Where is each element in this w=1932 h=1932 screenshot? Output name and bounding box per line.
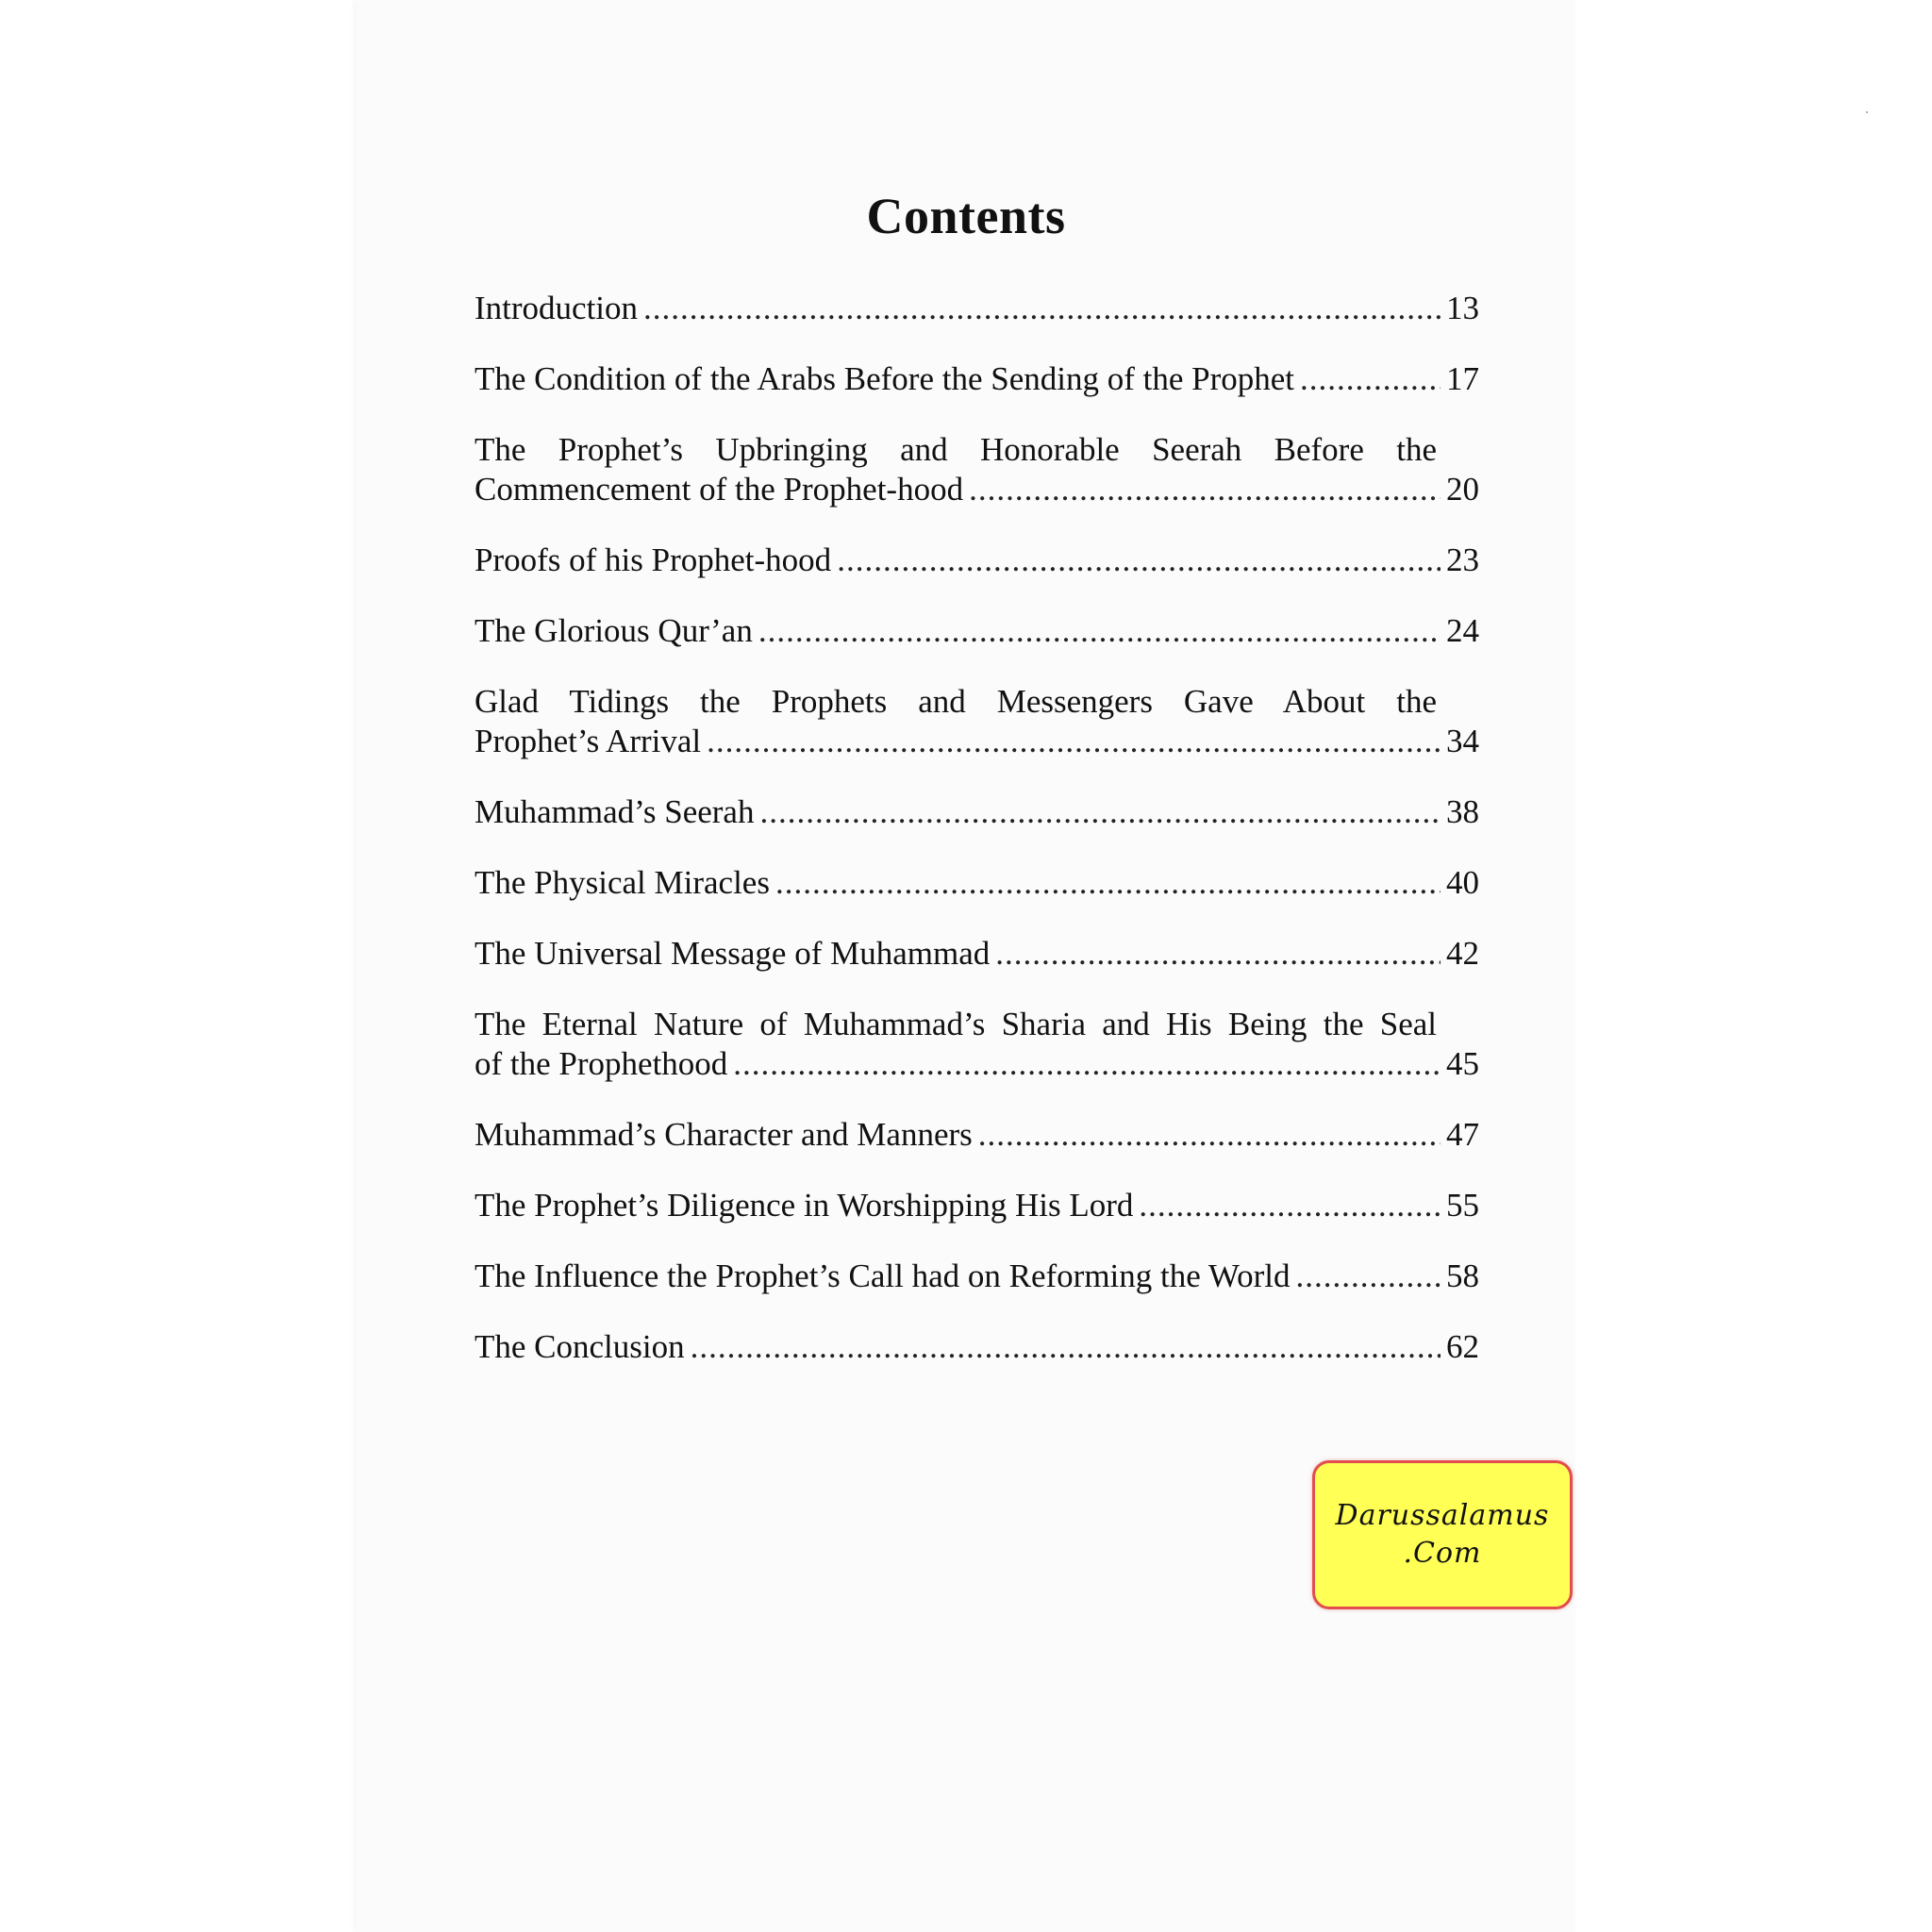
toc-page-number: 58: [1446, 1257, 1479, 1294]
toc-entry: [475, 934, 1479, 974]
toc-leader-dots: [759, 792, 1441, 832]
toc-entry-title: Muhammad’s Seerah: [475, 793, 755, 830]
toc-page-number: 20: [1446, 471, 1479, 508]
toc-leader-dots: [707, 722, 1441, 761]
toc-entry: [475, 541, 1479, 580]
toc-entry: [475, 682, 1479, 761]
toc-entry-title: The Universal Message of Muhammad: [475, 935, 991, 972]
toc-leader-dots: [995, 934, 1441, 974]
book-page: [357, 0, 1575, 1932]
toc-entry-title-line1: The Eternal Nature of Muhammad’s Sharia and His Being the Seal: [475, 1006, 1437, 1042]
watermark-line-1: Darussalamus: [1335, 1499, 1550, 1532]
toc-leader-dots: [969, 470, 1441, 509]
toc-entry-title: The Influence the Prophet’s Call had on Reforming the World: [475, 1257, 1291, 1294]
toc-entry: [475, 1257, 1479, 1296]
paper-speck: [1866, 111, 1868, 113]
toc-leader-dots: [643, 289, 1441, 328]
toc-page-number: 45: [1446, 1045, 1479, 1082]
toc-entry: [475, 611, 1479, 651]
toc-page-number: 34: [1446, 723, 1479, 759]
toc-page-number: 38: [1446, 793, 1479, 830]
page-title: Contents: [866, 188, 1066, 244]
toc-page-number: 62: [1446, 1328, 1479, 1365]
toc-entry: [475, 863, 1479, 903]
watermark-line-2: .Com: [1403, 1537, 1482, 1570]
toc-entry: [475, 792, 1479, 832]
toc-entry-title: Introduction: [475, 290, 639, 326]
toc-entry: [475, 289, 1479, 328]
toc-leader-dots: [1300, 359, 1441, 399]
toc-leader-dots: [1296, 1257, 1441, 1296]
toc-leader-dots: [837, 541, 1441, 580]
toc-entry-title: The Physical Miracles: [475, 864, 770, 901]
toc-entry: [475, 1186, 1479, 1225]
toc-page-number: 17: [1446, 360, 1479, 397]
toc-page-number: 40: [1446, 864, 1479, 901]
toc-page-number: 55: [1446, 1187, 1479, 1224]
toc-leader-dots: [978, 1115, 1441, 1155]
toc-entry-title: The Prophet’s Diligence in Worshipping His Lord: [475, 1187, 1134, 1224]
toc-page-number: 47: [1446, 1116, 1479, 1153]
toc-entry-title: The Conclusion: [475, 1328, 685, 1365]
toc-entry-title-line1: The Prophet’s Upbringing and Honorable Seerah Before the: [475, 431, 1437, 468]
toc-leader-dots: [1139, 1186, 1441, 1225]
toc-page-number: 42: [1446, 935, 1479, 972]
toc-entry-title-line1: Glad Tidings the Prophets and Messengers Gave About the: [475, 683, 1437, 720]
toc-entry-title: Muhammad’s Character and Manners: [475, 1116, 973, 1153]
toc-page-number: 24: [1446, 612, 1479, 649]
toc-leader-dots: [775, 863, 1441, 903]
toc-entry-title: The Condition of the Arabs Before the Sending of the Prophet: [475, 360, 1295, 397]
toc-entry: [475, 1327, 1479, 1367]
toc-entry-title: The Glorious Qur’an: [475, 612, 753, 649]
toc-entry-title: Prophet’s Arrival: [475, 723, 702, 759]
toc-leader-dots: [758, 611, 1441, 651]
toc-page-number: 13: [1446, 290, 1479, 326]
toc-entry-title: Commencement of the Prophet-hood: [475, 471, 964, 508]
table-of-contents: [475, 289, 1479, 1398]
toc-entry: [475, 359, 1479, 399]
toc-leader-dots: [691, 1327, 1441, 1367]
toc-page-number: 23: [1446, 541, 1479, 578]
toc-entry-title: of the Prophethood: [475, 1045, 728, 1082]
toc-entry: [475, 1005, 1479, 1084]
toc-entry-title: Proofs of his Prophet-hood: [475, 541, 832, 578]
toc-entry: [475, 430, 1479, 509]
watermark-badge: [1312, 1460, 1573, 1609]
toc-entry: [475, 1115, 1479, 1155]
toc-leader-dots: [733, 1044, 1441, 1084]
